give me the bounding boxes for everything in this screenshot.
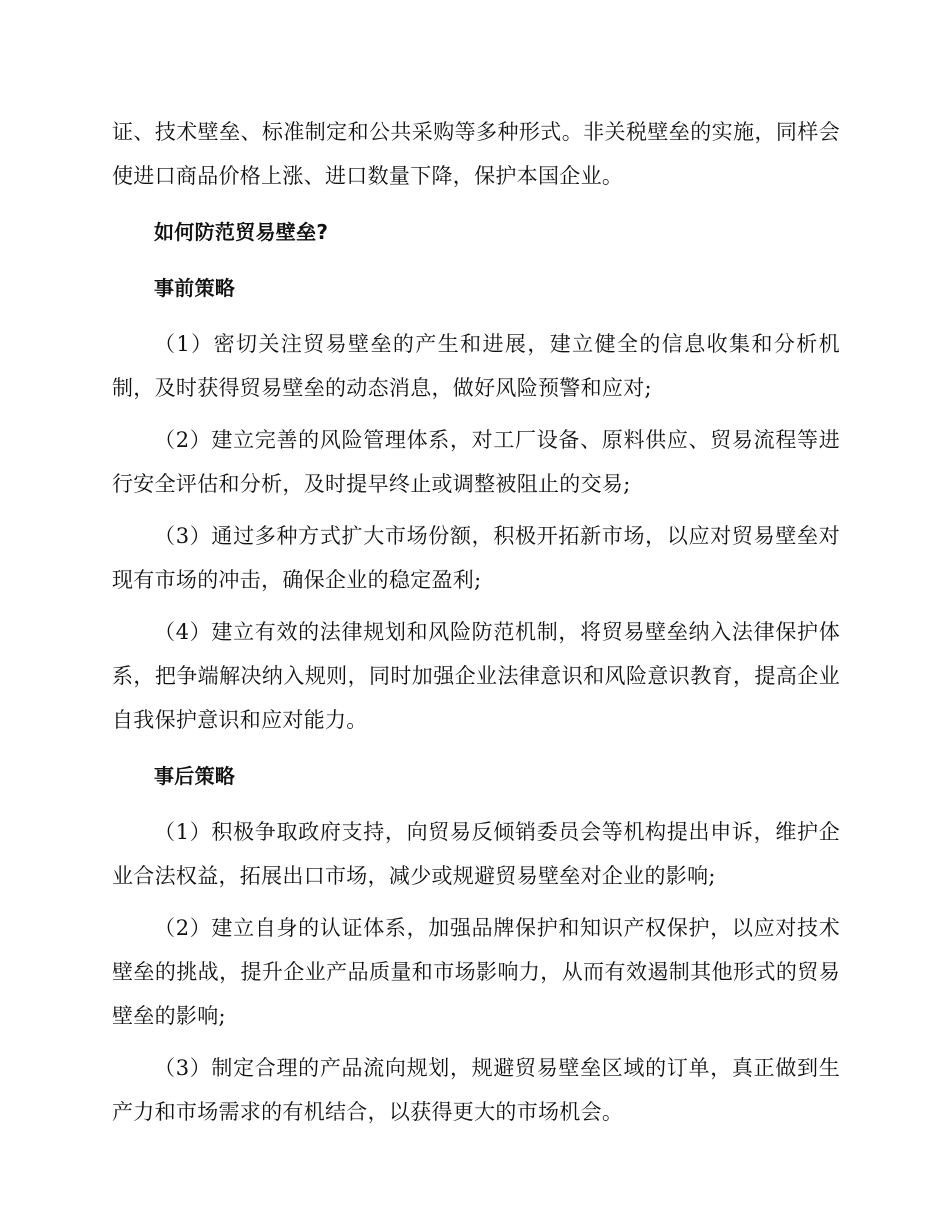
strategy-item: （3）制定合理的产品流向规划，规避贸易壁垒区域的订单，真正做到生产力和市场需求的有机结合，以获得更大的市场机会。: [112, 1056, 840, 1124]
strategy-item: （2）建立完善的风险管理体系，对工厂设备、原料供应、贸易流程等进行安全评估和分析，及时提早终止或调整被阻止的交易;: [112, 428, 840, 496]
strategy-item: （1）积极争取政府支持，向贸易反倾销委员会等机构提出申诉，维护企业合法权益，拓展出口市场，减少或规避贸易壁垒对企业的影响;: [112, 820, 840, 888]
strategy-item: （2）建立自身的认证体系，加强品牌保护和知识产权保护，以应对技术壁垒的挑战，提升企业产品质量和市场影响力，从而有效遏制其他形式的贸易壁垒的影响;: [112, 916, 840, 1028]
section-heading-after: 事后策略: [154, 764, 236, 788]
strategy-item: （4）建立有效的法律规划和风险防范机制，将贸易壁垒纳入法律保护体系，把争端解决纳入规则，同时加强企业法律意识和风险意识教育，提高企业自我保护意识和应对能力。: [112, 620, 840, 732]
intro-paragraph: 证、技术壁垒、标准制定和公共采购等多种形式。非关税壁垒的实施，同样会使进口商品价格上涨、进口数量下降，保护本国企业。: [112, 120, 840, 188]
strategy-item: （1）密切关注贸易壁垒的产生和进展，建立健全的信息收集和分析机制，及时获得贸易壁垒的动态消息，做好风险预警和应对;: [112, 332, 840, 400]
question-heading: 如何防范贸易壁垒?: [154, 220, 329, 244]
strategy-item: （3）通过多种方式扩大市场份额，积极开拓新市场，以应对贸易壁垒对现有市场的冲击，确保企业的稳定盈利;: [112, 524, 840, 592]
section-heading-before: 事前策略: [154, 276, 236, 300]
